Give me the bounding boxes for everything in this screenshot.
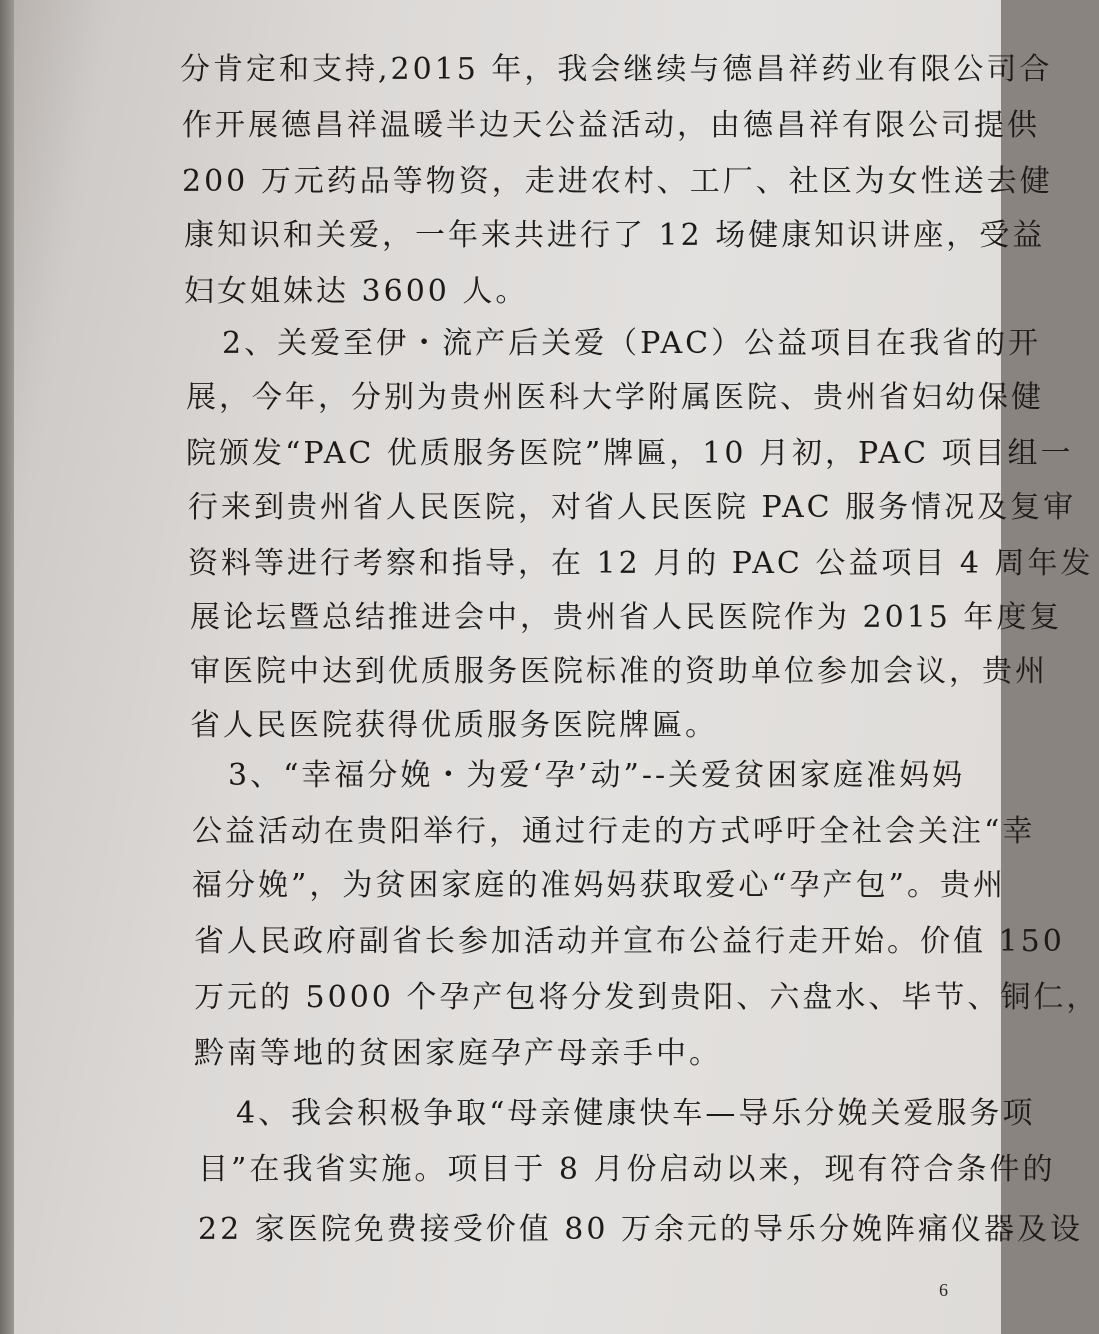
text-line: 分肯定和支持,2015 年，我会继续与德昌祥药业有限公司合 bbox=[180, 52, 1053, 87]
text-line: 审医院中达到优质服务医院标准的资助单位参加会议，贵州 bbox=[190, 654, 1048, 689]
text-line: 200 万元药品等物资，走进农村、工厂、社区为女性送去健 bbox=[182, 164, 1053, 199]
text-line: 作开展德昌祥温暖半边天公益活动，由德昌祥有限公司提供 bbox=[182, 108, 1040, 143]
text-line: 2、关爱至伊・流产后关爱（PAC）公益项目在我省的开 bbox=[222, 326, 1042, 361]
text-line: 资料等进行考察和指导，在 12 月的 PAC 公益项目 4 周年发 bbox=[188, 546, 1094, 581]
text-line: 目”在我省实施。项目于 8 月份启动以来，现有符合条件的 bbox=[198, 1152, 1056, 1187]
text-line: 院颁发“PAC 优质服务医院”牌匾，10 月初，PAC 项目组一 bbox=[186, 436, 1074, 471]
text-line: 康知识和关爱，一年来共进行了 12 场健康知识讲座，受益 bbox=[184, 218, 1046, 253]
document-body bbox=[14, 0, 1099, 1334]
text-line: 4、我会积极争取“母亲健康快车—导乐分娩关爱服务项 bbox=[236, 1096, 1036, 1131]
text-line: 公益活动在贵阳举行，通过行走的方式呼吁全社会关注“幸 bbox=[192, 814, 1036, 849]
text-line: 黔南等地的贫困家庭孕产母亲手中。 bbox=[194, 1036, 722, 1071]
text-line: 展论坛暨总结推进会中，贵州省人民医院作为 2015 年度复 bbox=[190, 600, 1063, 635]
text-line: 22 家医院免费接受价值 80 万余元的导乐分娩阵痛仪器及设 bbox=[198, 1212, 1083, 1247]
text-line: 3、“幸福分娩・为爱‘孕’动”--关爱贫困家庭准妈妈 bbox=[228, 758, 966, 793]
text-line: 福分娩”，为贫困家庭的准妈妈获取爱心“孕产包”。贵州 bbox=[192, 868, 1007, 903]
text-line: 展，今年，分别为贵州医科大学附属医院、贵州省妇幼保健 bbox=[186, 380, 1044, 415]
text-line: 省人民医院获得优质服务医院牌匾。 bbox=[190, 708, 718, 743]
text-line: 行来到贵州省人民医院，对省人民医院 PAC 服务情况及复审 bbox=[188, 490, 1077, 525]
text-line: 万元的 5000 个孕产包将分发到贵阳、六盘水、毕节、铜仁， bbox=[194, 980, 1099, 1015]
document-page bbox=[14, 0, 1099, 1334]
page-edge-shadow bbox=[0, 0, 14, 1334]
text-line: 省人民政府副省长参加活动并宣布公益行走开始。价值 150 bbox=[194, 924, 1065, 959]
page-number: 6 bbox=[939, 1280, 948, 1300]
text-line: 妇女姐妹达 3600 人。 bbox=[184, 274, 529, 309]
